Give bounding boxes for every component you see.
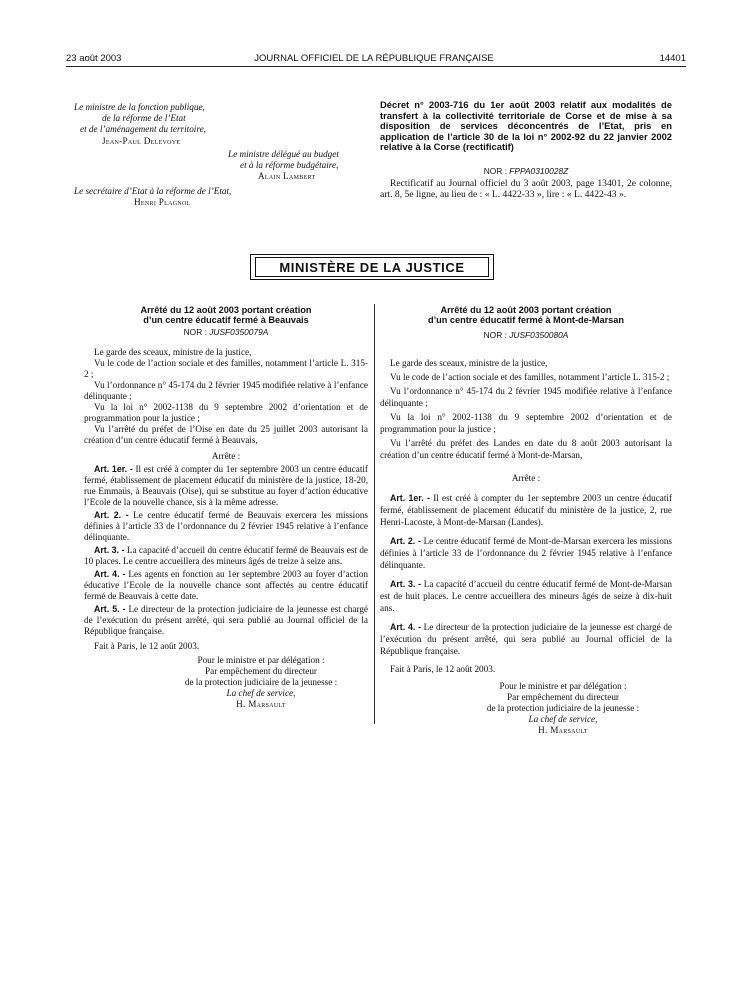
left-arrete bbox=[84, 305, 368, 710]
left-visa: Vu l’ordonnance n° 45-174 du 2 février 1945 modifiée relative à l’enfance délinquante ; bbox=[84, 379, 368, 401]
left-article: Art. 3. - La capacité d’accueil du centre éducatif fermé de Beauvais est de 10 places. Le centre accueillera des mineurs âgés de treize à seize ans. bbox=[84, 544, 368, 566]
secretary-name: Henri Plagnol bbox=[134, 197, 191, 207]
right-arrete-title-2: d’un centre éducatif fermé à Mont-de-Marsan bbox=[427, 315, 625, 326]
right-arrete-word: Arrête : bbox=[511, 472, 541, 483]
decree-body: Rectificatif au Journal officiel du 3 août 2003, page 13401, 2e colonne, art. 8, 5e ligne, au lieu de : « L. 4422-33 », lire : « L. 4422-43 ». bbox=[380, 178, 672, 201]
ministry-banner-text: MINISTÈRE DE LA JUSTICE bbox=[255, 257, 489, 277]
right-visa: Vu l’arrêté du préfet des Landes en date du 8 août 2003 autorisant la création d’un centre éducatif fermé à Mont-de-Marsan, bbox=[380, 437, 672, 460]
header-rule bbox=[66, 66, 686, 67]
left-article: Art. 2. - Le centre éducatif fermé de Beauvais exercera les missions définies à l’article 33 de l’ordonnance du 2 février 1945 relative à l’enfance délinquante. bbox=[84, 509, 368, 542]
left-arrete-word: Arrête : bbox=[211, 450, 241, 461]
right-article: Art. 3. - La capacité d’accueil du centre éducatif fermé de Mont-de-Marsan est de huit places. Le centre accueillera des mineurs âgés de seize à dix-huit ans. bbox=[380, 578, 672, 613]
left-done-at: Fait à Paris, le 12 août 2003. bbox=[94, 640, 200, 651]
left-signature: Pour le ministre et par délégation : Par empêchement du directeur de la protection judiciaire de la jeunesse : La chef de service, H. Marsault bbox=[184, 654, 338, 709]
header-date: 23 août 2003 bbox=[66, 53, 122, 64]
right-article: Art. 4. - Le directeur de la protection judiciaire de la jeunesse est chargé de l’exécution du présent arrêté, qui sera publié au Journal officiel de la République française. bbox=[380, 621, 672, 656]
right-visa: Vu le code de l’action sociale et des familles, notamment l’article L. 315-2 ; bbox=[390, 371, 670, 382]
minister-name: Jean-Paul Delevoye bbox=[102, 136, 181, 146]
left-visa: Le garde des sceaux, ministre de la justice, bbox=[94, 346, 252, 357]
decree-nor: NOR : FPPA0310028Z bbox=[483, 166, 569, 176]
left-visa: Vu la loi n° 2002-1138 du 9 septembre 2002 d’orientation et de programmation pour la justice ; bbox=[84, 401, 368, 423]
decree-title: Décret n° 2003-716 du 1er août 2003 relatif aux modalités de transfert à la collectivité territoriale de Corse et de mise à sa disposition de services déconcentrés de l’Etat, pris en application de l’article 30 de la loi n° 2002-92 du 22 janvier 2002 relative à la Corse (rectificatif) bbox=[380, 99, 672, 153]
left-article: Art. 1er. - Il est créé à compter du 1er septembre 2003 un centre éducatif fermé, établissement de placement éducatif du ministère de la justice, 18-20, rue Emmaüs, à Beauvais (Oise), qui se substitue au foyer d’action éducative l’Ecole de la nouvelle chance, sis à la même adresse. bbox=[84, 463, 368, 507]
left-article: Art. 4. - Les agents en fonction au 1er septembre 2003 au foyer d’action éducative l’Ecole de la nouvelle chance sont affectés au centre éducatif fermé de Beauvais à cette date. bbox=[84, 568, 369, 601]
delegate-name: Alain Lambert bbox=[258, 171, 316, 181]
right-arrete-nor: NOR : JUSF0350080A bbox=[483, 329, 569, 340]
page-number: 14401 bbox=[659, 53, 686, 64]
right-arrete-title-1: Arrêté du 12 août 2003 portant création bbox=[440, 305, 612, 315]
right-visa: Vu l’ordonnance n° 45-174 du 2 février 1945 modifiée relative à l’enfance délinquante ; bbox=[380, 385, 672, 408]
right-done-at: Fait à Paris, le 12 août 2003. bbox=[390, 663, 496, 674]
column-divider bbox=[374, 304, 375, 724]
right-article: Art. 2. - Le centre éducatif fermé de Mont-de-Marsan exercera les missions définies à l’article 33 de l’ordonnance du 2 février 1945 relative à l’enfance délinquante. bbox=[380, 535, 672, 570]
journal-title: JOURNAL OFFICIEL DE LA RÉPUBLIQUE FRANÇAISE bbox=[254, 53, 494, 64]
left-article: Art. 5. - Le directeur de la protection judiciaire de la jeunesse est chargé de l’exécution du présent arrêté, qui sera publié au Journal officiel de la République française. bbox=[84, 603, 368, 636]
delegate-signature: Le ministre délégué au budget et à la réforme budgétaire, bbox=[228, 149, 339, 170]
right-visa: Le garde des sceaux, ministre de la justice, bbox=[390, 357, 548, 368]
right-signature: Pour le ministre et par délégation : Par empêchement du directeur de la protection judiciaire de la jeunesse : La chef de service, H. Marsault bbox=[486, 680, 640, 735]
right-visa: Vu la loi n° 2002-1138 du 9 septembre 2002 d’orientation et de programmation pour la justice ; bbox=[380, 411, 672, 434]
right-article: Art. 1er. - Il est créé à compter du 1er septembre 2003 un centre éducatif fermé, établissement de placement éducatif du ministère de la justice, 2, rue Henri-Lacoste, à Mont-de-Marsan (Landes). bbox=[380, 492, 673, 527]
minister-signature: Le ministre de la fonction publique, de la réforme de l’Etat et de l’aménagement du territoire, bbox=[74, 102, 206, 134]
left-visa: Vu le code de l’action sociale et des familles, notamment l’article L. 315-2 ; bbox=[84, 357, 368, 379]
left-arrete-title-2: d’un centre éducatif fermé à Beauvais bbox=[143, 315, 309, 326]
left-arrete-nor: NOR : JUSF0350079A bbox=[183, 326, 269, 337]
right-arrete bbox=[380, 305, 672, 736]
ministry-banner bbox=[250, 254, 494, 280]
left-visa: Vu l’arrêté du préfet de l’Oise en date du 25 juillet 2003 autorisant la création d’un centre éducatif fermé à Beauvais, bbox=[84, 423, 368, 445]
secretary-signature: Le secrétaire d’Etat à la réforme de l’Etat, bbox=[74, 186, 232, 196]
left-arrete-title-1: Arrêté du 12 août 2003 portant création bbox=[140, 305, 312, 315]
